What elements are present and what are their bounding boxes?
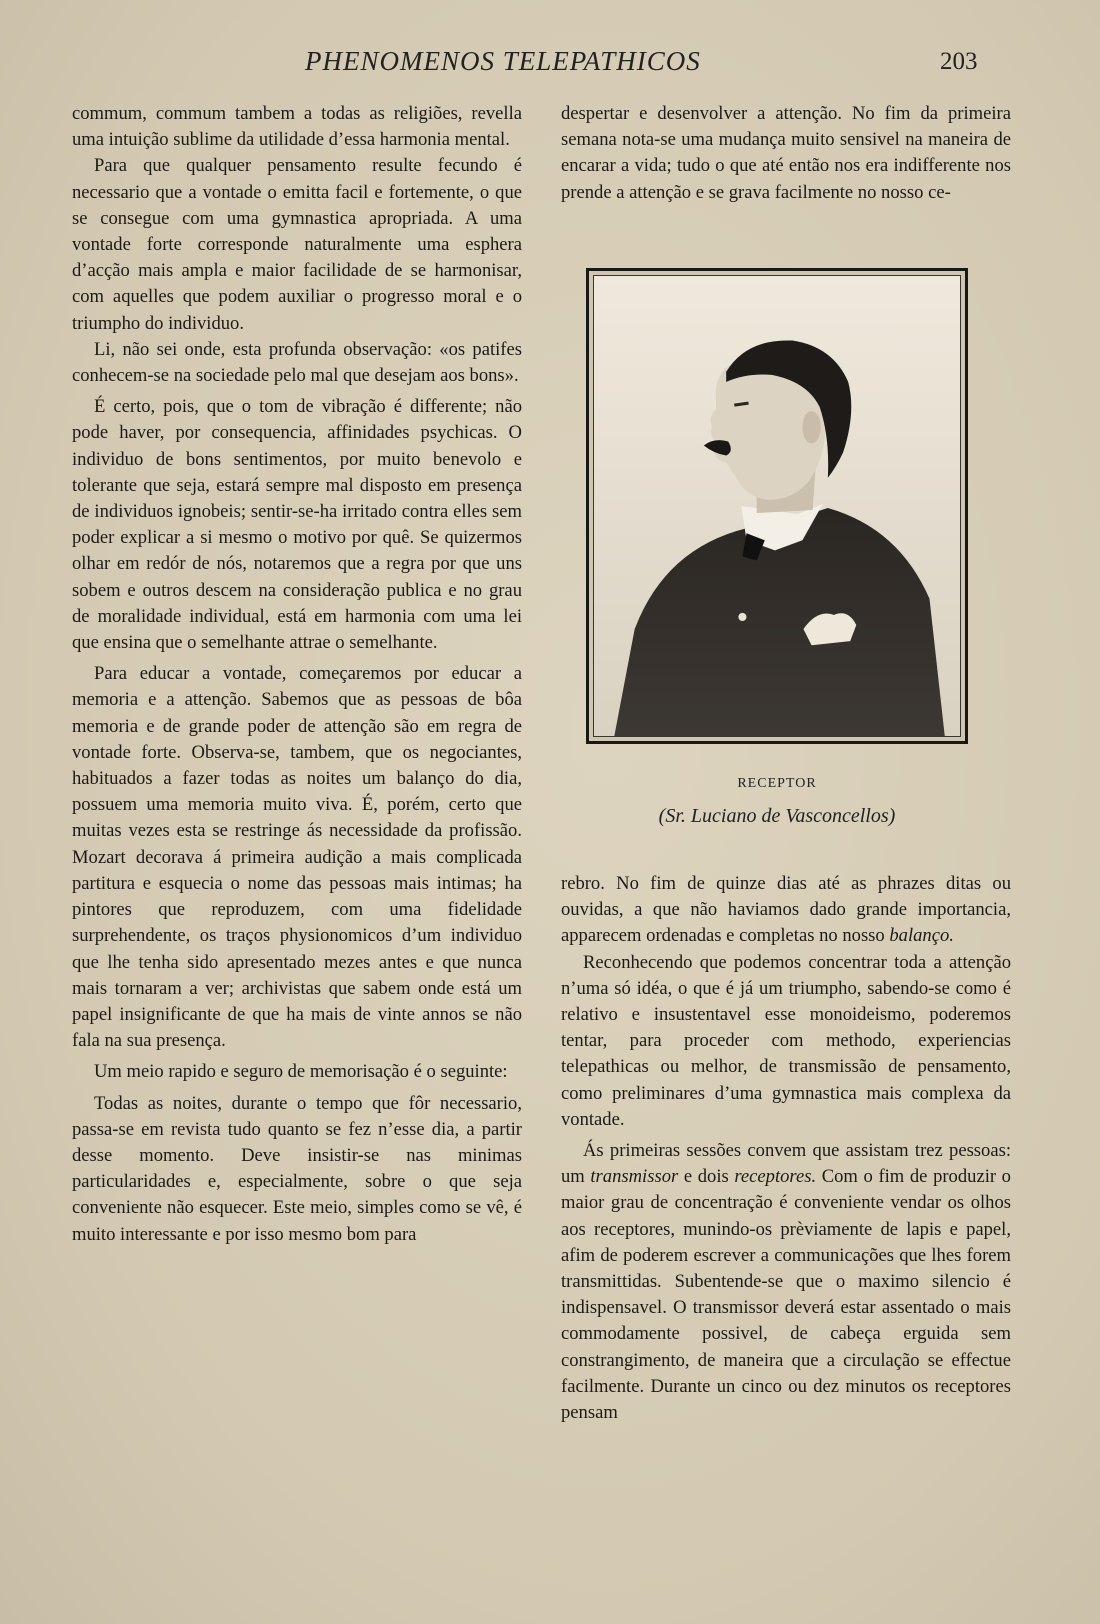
figure-caption-subtitle: (Sr. Luciano de Vasconcellos): [658, 805, 896, 827]
paragraph: Para educar a vontade, começaremos por educar a memoria e a attenção. Sabemos que as pessoas de bôa memoria e de grande poder de attenção são em regra de vontade forte. Observa-se, tambem, que os negociantes, habituados a fazer todas as noites um balanço do dia, possuem uma memoria muito viva. É, porém, certo que muitas vezes esta se restringe ás necessidade da profissão. Mozart decorava á primeira audição a mais complicada partitura e esquecia o nome das pessoas mais intimas; ha pintores que reproduzem, com uma fidelidade surprehendente, os traços physionomicos d’um individuo que lhe tenha sido apresentado mezes antes e que nunca mais tornaram a ver; archivistas que sabem onde está um papel insignificante de que ha mais de vinte annos se não fala na sua presença.: [72, 663, 522, 1052]
paragraph: Li, não sei onde, esta profunda observação: «os patifes conhecem-se na sociedade pelo mal que desejam aos bons».: [72, 338, 522, 387]
figure-caption-title: RECEPTOR: [737, 776, 817, 791]
italic-term: receptores.: [734, 1166, 817, 1188]
paragraph-text: e dois: [678, 1166, 735, 1188]
paragraph: Um meio rapido e seguro de memorisação é o seguinte:: [94, 1061, 508, 1083]
paragraph-text: rebro. No fim de quinze dias até as phrazes ditas ou ouvidas, a que não haviamos dado grande importancia, apparecem ordenadas e completas no nosso: [561, 873, 1011, 947]
paragraph: Todas as noites, durante o tempo que fôr necessario, passa-se em revista tudo quanto se fez n’esse dia, a partir desse momento. Deve insistir-se nas minimas particularidades e, especialmente, sobre o que seja conveniente não esquecer. Este meio, simples como se vê, é muito interessante e por isso mesmo bom para: [72, 1092, 522, 1245]
paragraph-text: Ás primeiras sessões convem que assistam trez pessoas: um: [561, 1140, 1011, 1188]
portrait-image: [593, 275, 961, 737]
paragraph: despertar e desenvolver a attenção. No fim da primeira semana nota-se uma mudança muito sensivel na maneira de encarar a vida; tudo o que até então nos era indifferente nos prende a attenção e se grava facilmente no nosso ce-: [561, 103, 1011, 203]
left-column: [72, 101, 522, 1248]
man-portrait-icon: [594, 276, 960, 736]
paragraph: [561, 1138, 1011, 1426]
italic-term: balanço.: [889, 925, 954, 947]
right-column-top: [561, 101, 1011, 206]
page-number: 203: [940, 48, 978, 75]
paragraph: commum, commum tambem a todas as religiões, revella uma intuição sublime da utilidade d’essa harmonia mental.: [72, 103, 522, 151]
paragraph: Para que qualquer pensamento resulte fecundo é necessario que a vontade o emitta facil e fortemente, o que se consegue com uma gymnastica apropriada. A uma vontade forte corresponde naturalmente uma esphera d’acção mais ampla e maior facilidade de se harmonisar, com aquelles que podem auxiliar o progresso moral e o triumpho do individuo.: [72, 155, 522, 334]
paragraph: Reconhecendo que podemos concentrar toda a attenção n’uma só idéa, o que é já um triumpho, sabendo-se como é relativo e insustentavel esse monoideismo, poderemos tentar, para proceder com methodo, experiencias telepathicas ou melhor, de transmissão de pensamento, como preliminares d’uma gymnastica mais complexa da vontade.: [561, 951, 1011, 1130]
italic-term: transmissor: [590, 1166, 679, 1188]
paragraph-text: Com o fim de produzir o maior grau de concentração é conveniente vendar os olhos aos receptores, munindo-os prèviamente de lapis e papel, afim de poderem escrever a communicações que lhes forem transmittidas. Subentende-se que o maximo silencio é indispensavel. O transmissor deverá estar assentado o mais commodamente possivel, de cabeça erguida sem constrangimento, de maneira que a circulação se effectue facilmente. Durante un cinco ou dez minutos os receptores pensam: [561, 1166, 1011, 1424]
running-title: PHENOMENOS TELEPATHICOS: [305, 46, 701, 76]
paragraph: É certo, pois, que o tom de vibração é differente; não pode haver, por consequencia, affinidades psychicas. O individuo de bons sentimentos, por muito benevolo e tolerante que seja, estará sempre mal disposto em presença de individuos ignobeis; sentir-se-ha irritado contra elles sem poder explicar a si mesmo o motivo por quê. Se quizermos olhar em redór de nós, notaremos que a regra por que uns sobem e outros descem na consideração publica e no grau de moralidade individual, está em harmonia com uma lei que ensina que o semelhante attrae o semelhante.: [72, 396, 522, 654]
page-header: [0, 46, 1100, 82]
portrait-photo: [586, 268, 968, 744]
right-column-bottom: [561, 871, 1011, 1426]
paragraph: [561, 871, 1011, 950]
